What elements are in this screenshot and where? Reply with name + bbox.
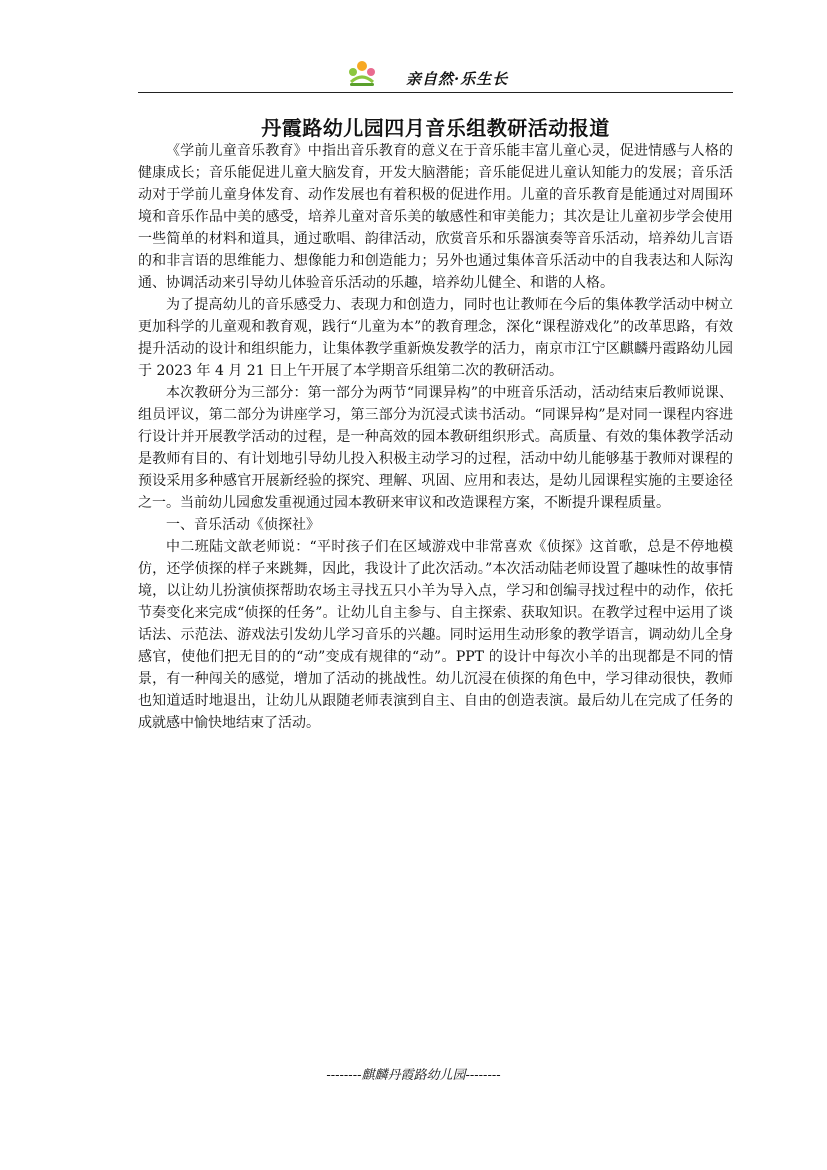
paragraph-intro: 《学前儿童音乐教育》中指出音乐教育的意义在于音乐能丰富儿童心灵，促进情感与人格的健康成长；音乐能促进儿童大脑发育，开发大脑潜能；音乐能促进儿童认知能力的发展；音乐活动对于学前儿童身体发育、动作发展也有着积极的促进作用。儿童的音乐教育是能通过对周围环境和音乐作品中美的感受，培养儿童对音乐美的敏感性和审美能力；其次是让儿童初步学会使用一些简单的材料和道具，通过歌唱、韵律活动，欣赏音乐和乐器演奏等音乐活动，培养幼儿言语的和非言语的思维能力、想像能力和创造能力；另外也通过集体音乐活动中的自我表达和人际沟通、协调活动来引导幼儿体验音乐活动的乐趣，培养幼儿健全、和谐的人格。 bbox=[138, 143, 733, 291]
paragraph-detective-activity: 中二班陆文歆老师说：“平时孩子们在区域游戏中非常喜欢《侦探》这首歌，总是不停地模仿，还学侦探的样子来跳舞，因此，我设计了此次活动。”本次活动陆老师设置了趣味性的故事情境，以让幼儿扮演侦探帮助农场主寻找五只小羊为导入点，学习和创编寻找过程中的动作，依托节奏变化来完成“侦探的任务”。让幼儿自主参与、自主探索、获取知识。在教学过程中运用了谈话法、示范法、游戏法引发幼儿学习音乐的兴趣。同时运用生动形象的教学语言，调动幼儿全身感官，使他们把无目的的“动”变成有规律的“动”。PPT 的设计中每次小羊的出现都是不同的情景，有一种闯关的感觉，增加了活动的挑战性。幼儿沉浸在侦探的角色中，学习律动很快，教师也知道适时地退出，让幼儿从跟随老师表演到自主、自由的创造表演。最后幼儿在完成了任务的成就感中愉快地结束了活动。 bbox=[138, 539, 733, 731]
article-body bbox=[138, 140, 733, 734]
page-header bbox=[138, 58, 733, 93]
paragraph-structure: 本次教研分为三部分：第一部分为两节“同课异构”的中班音乐活动，活动结束后教师说课、组员评议，第二部分为讲座学习，第三部分为沉浸式读书活动。“同课异构”是对同一课程内容进行设计并开展教学活动的过程，是一种高效的园本教研组织形式。高质量、有效的集体教学活动是教师有目的、有计划地引导幼儿投入积极主动学习的过程，活动中幼儿能够基于教师对课程的预设采用多种感官开展新经验的探究、理解、巩固、应用和表达，是幼儿园课程实施的主要途径之一。当前幼儿园愈发重视通过园本教研来审议和改造课程方案，不断提升课程质量。 bbox=[138, 385, 733, 511]
kindergarten-logo bbox=[347, 60, 377, 88]
page-footer: --------麒麟丹霞路幼儿园-------- bbox=[326, 1068, 501, 1083]
paragraph-purpose: 为了提高幼儿的音乐感受力、表现力和创造力，同时也让教师在今后的集体教学活动中树立更加科学的儿童观和教育观，践行“儿童为本”的教育理念，深化“课程游戏化”的改革思路，有效提升活动的设计和组织能力，让集体教学重新焕发教学的活力，南京市江宁区麒麟丹霞路幼儿园于 2023 年 4 月 21 日上午开展了本学期音乐组第二次的教研活动。 bbox=[138, 297, 733, 379]
article-title: 丹霞路幼儿园四月音乐组教研活动报道 bbox=[261, 116, 610, 140]
section-heading-music-activity: 一、音乐活动《侦探社》 bbox=[166, 517, 320, 533]
header-motto: 亲自然·乐生长 bbox=[406, 70, 509, 88]
